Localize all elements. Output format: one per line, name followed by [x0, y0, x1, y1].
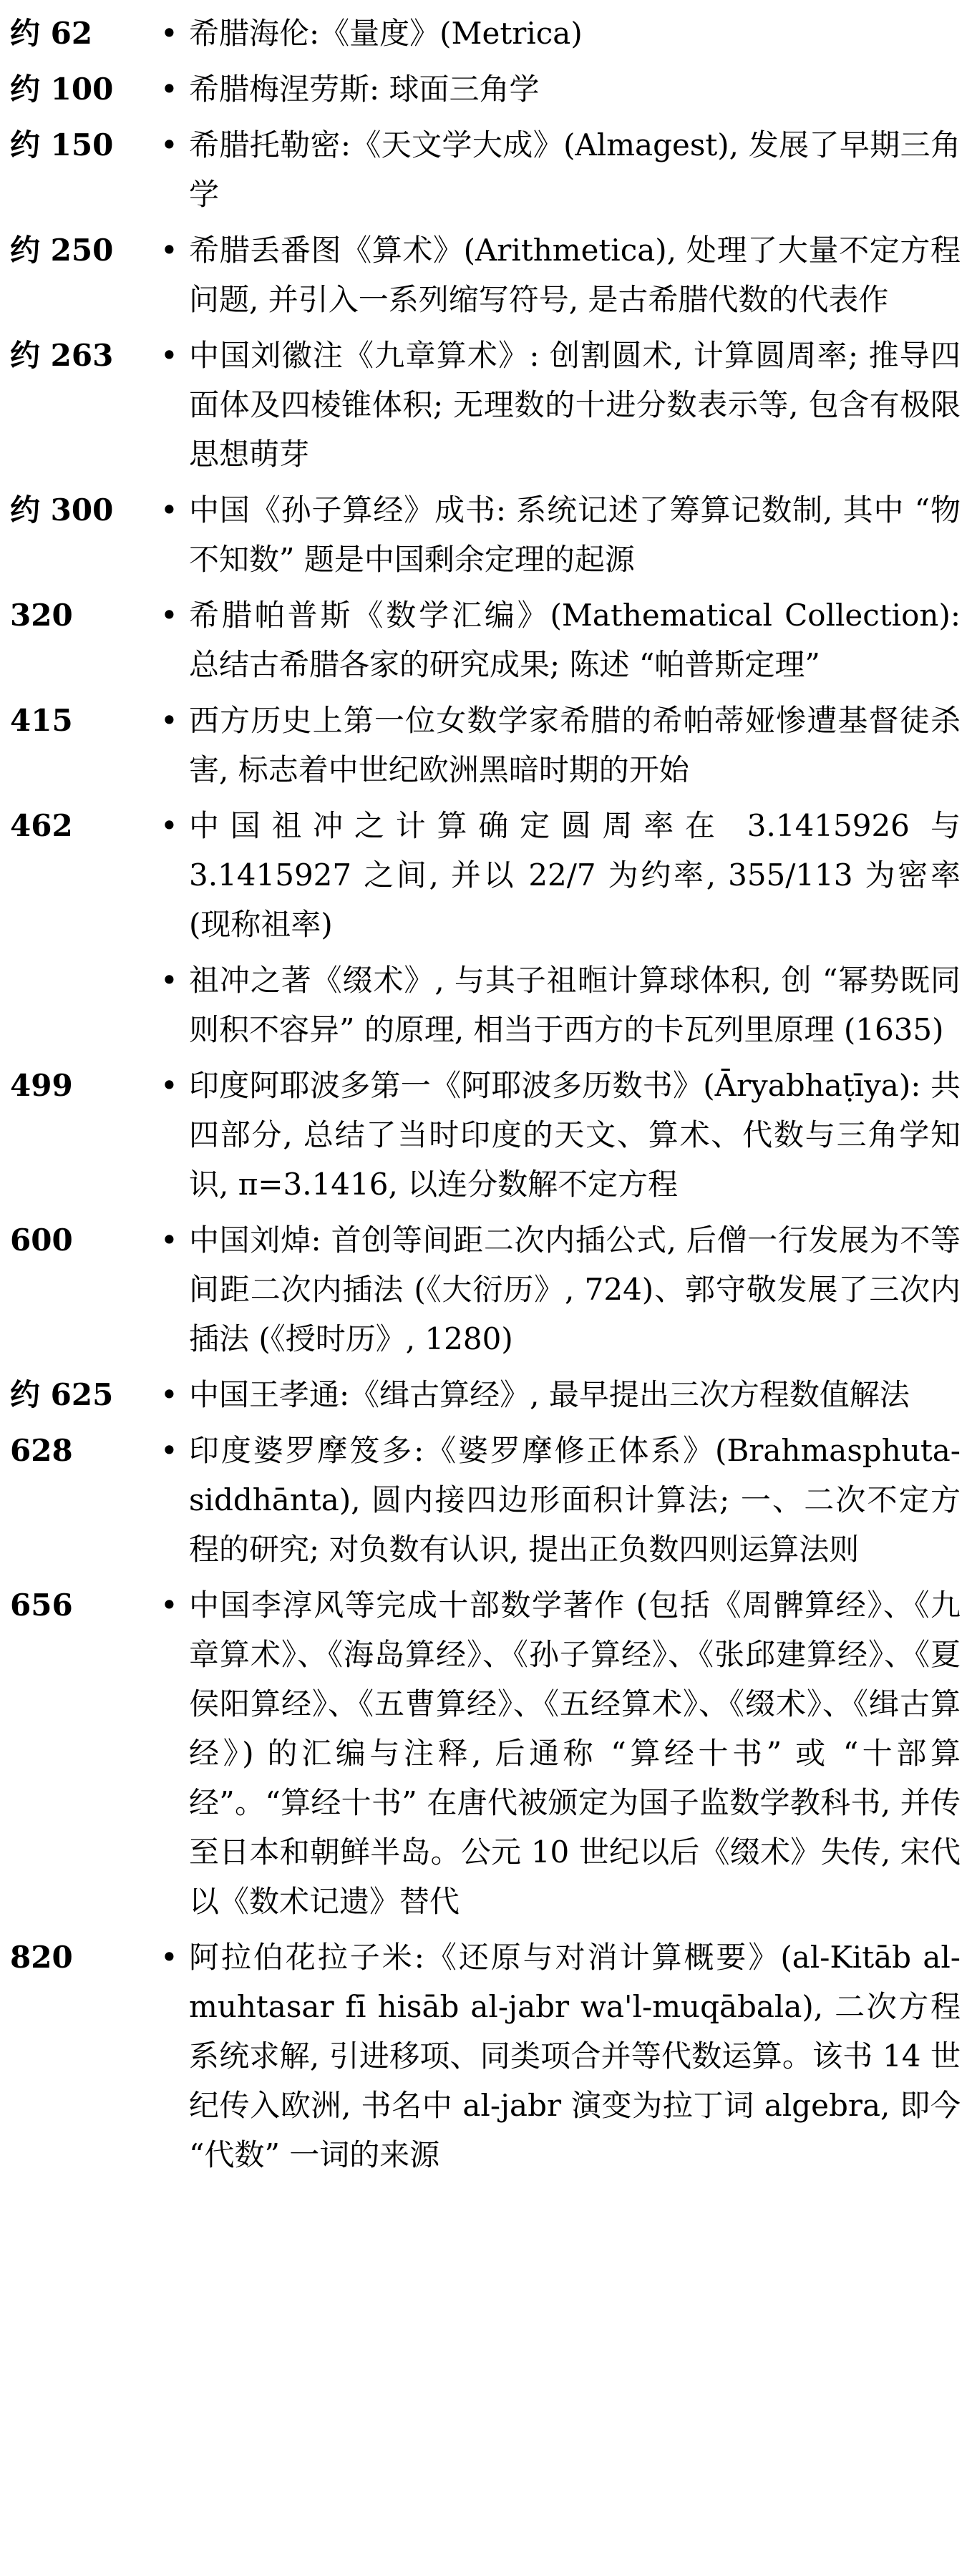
bullet-icon: • — [160, 492, 178, 528]
bullet-icon: • — [160, 127, 178, 162]
entry-year: 约 62 — [10, 16, 93, 51]
timeline — [10, 9, 962, 2186]
timeline-entry — [10, 590, 962, 689]
entry-year: 656 — [10, 1588, 73, 1623]
bullet-icon: • — [160, 963, 178, 998]
bullet-icon: • — [160, 1068, 178, 1103]
entry-text: 中国刘徽注《九章算术》: 创割圆术, 计算圆周率; 推导四面体及四棱锥体积; 无理数的十进分数表示等, 包含有极限思想萌芽 — [189, 338, 961, 472]
entry-text: 希腊帕普斯《数学汇编》(Mathematical Collection): 总结古希腊各家的研究成果; 陈述 “帕普斯定理” — [189, 598, 961, 682]
timeline-entry — [10, 1370, 962, 1419]
timeline-entry — [10, 485, 962, 584]
entry-year: 约 100 — [10, 72, 114, 107]
bullet-icon: • — [160, 703, 178, 738]
entry-text: 中国李淳风等完成十部数学著作 (包括《周髀算经》、《九章算术》、《海岛算经》、《孙子算经》、《张邱建算经》、《夏侯阳算经》、《五曹算经》、《五经算术》、《缀术》、《缉古算经》) 的汇编与注释, 后通称 “算经十书” 或 “十部算经”。“算经十书” 在唐代被颁定为国子监数学教科书, 并传至日本和朝鲜半岛。公元 10 世纪以后《缀术》失传, 宋代以《数术记遗》替代 — [189, 1588, 961, 1919]
entry-year: 628 — [10, 1433, 73, 1468]
entry-text: 中国祖冲之计算确定圆周率在 3.1415926 与 3.1415927 之间, 并以 22/7 为约率, 355/113 为密率 (现称祖率) — [189, 808, 961, 942]
timeline-entry — [10, 1426, 962, 1574]
entry-year: 约 300 — [10, 492, 114, 528]
entry-text: 阿拉伯花拉子米:《还原与对消计算概要》(al-Kitāb al-muhtasar fī hisāb al-jabr wa'l-muqābala), 二次方程系统求解, 引进移项、同类项合并等代数运算。该书 14 世纪传入欧洲, 书名中 al-jabr 演变为拉丁词 algebra, 即今 “代数” 一词的来源 — [189, 1940, 961, 2172]
bullet-icon: • — [160, 1377, 178, 1412]
timeline-entry — [10, 1580, 962, 1926]
timeline-entry — [10, 331, 962, 479]
timeline-entry — [10, 9, 962, 58]
bullet-icon: • — [160, 1940, 178, 1975]
bullet-icon: • — [160, 1588, 178, 1623]
entry-year: 600 — [10, 1223, 73, 1258]
entry-text: 中国《孙子算经》成书: 系统记述了筹算记数制, 其中 “物不知数” 题是中国剩余定理的起源 — [189, 492, 961, 577]
bullet-icon: • — [160, 338, 178, 373]
entry-year: 320 — [10, 598, 73, 633]
bullet-icon: • — [160, 808, 178, 843]
timeline-entry — [10, 801, 962, 949]
bullet-icon: • — [160, 233, 178, 268]
bullet-icon: • — [160, 72, 178, 107]
entry-year: 499 — [10, 1068, 73, 1103]
entry-text: 希腊托勒密:《天文学大成》(Almagest), 发展了早期三角学 — [189, 127, 961, 212]
bullet-icon: • — [160, 16, 178, 51]
timeline-entry — [10, 1061, 962, 1209]
entry-text: 中国王孝通:《缉古算经》, 最早提出三次方程数值解法 — [189, 1377, 910, 1412]
entry-year: 462 — [10, 808, 73, 843]
timeline-entry — [10, 64, 962, 114]
entry-text: 西方历史上第一位女数学家希腊的希帕蒂娅惨遭基督徒杀害, 标志着中世纪欧洲黑暗时期的开始 — [189, 703, 961, 787]
entry-text: 希腊梅涅劳斯: 球面三角学 — [189, 72, 540, 107]
entry-text: 印度阿耶波多第一《阿耶波多历数书》(Āryabhaṭīya): 共四部分, 总结了当时印度的天文、算术、代数与三角学知识, π=3.1416, 以连分数解不定方程 — [189, 1068, 961, 1202]
timeline-entry — [10, 956, 962, 1054]
timeline-entry — [10, 696, 962, 794]
entry-year: 约 150 — [10, 127, 114, 162]
entry-text: 希腊丢番图《算术》(Arithmetica), 处理了大量不定方程问题, 并引入一系列缩写符号, 是古希腊代数的代表作 — [189, 233, 961, 317]
timeline-entry — [10, 1933, 962, 2179]
timeline-entry — [10, 120, 962, 219]
entry-year: 约 250 — [10, 233, 114, 268]
entry-year: 约 263 — [10, 338, 114, 373]
entry-year: 820 — [10, 1940, 73, 1975]
entry-year: 约 625 — [10, 1377, 114, 1412]
entry-text: 祖冲之著《缀术》, 与其子祖暅计算球体积, 创 “幂势既同则积不容异” 的原理, 相当于西方的卡瓦列里原理 (1635) — [189, 963, 961, 1047]
entry-text: 印度婆罗摩笈多:《婆罗摩修正体系》(Brahmasphuta-siddhānta), 圆内接四边形面积计算法; 一、二次不定方程的研究; 对负数有认识, 提出正负数四则运算法则 — [189, 1433, 961, 1567]
bullet-icon: • — [160, 598, 178, 633]
bullet-icon: • — [160, 1433, 178, 1468]
bullet-icon: • — [160, 1223, 178, 1258]
entry-text: 希腊海伦:《量度》(Metrica) — [189, 16, 583, 51]
entry-year: 415 — [10, 703, 73, 738]
timeline-entry — [10, 1215, 962, 1364]
entry-text: 中国刘焯: 首创等间距二次内插公式, 后僧一行发展为不等间距二次内插法 (《大衍历》, 724)、郭守敬发展了三次内插法 (《授时历》, 1280) — [189, 1223, 961, 1356]
timeline-entry — [10, 225, 962, 324]
